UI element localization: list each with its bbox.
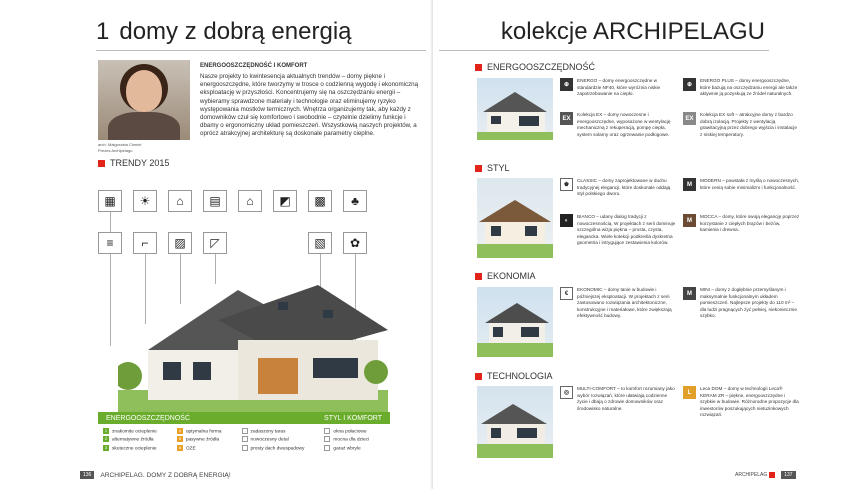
left-page <box>0 0 432 489</box>
section-ekonomia-heading: EKONOMIA <box>475 271 536 281</box>
ekonomia-house-photo <box>477 287 553 357</box>
garden-icon: ✿ <box>343 232 367 254</box>
mocca-logo-icon: M <box>683 214 696 227</box>
corner-icon: ◸ <box>203 232 227 254</box>
classic-logo-icon: ♚ <box>560 178 573 191</box>
ex-logo-icon: EX <box>560 112 573 125</box>
section-technologia-heading: TECHNOLOGIA <box>475 371 553 381</box>
window-icon: ▦ <box>98 190 122 212</box>
ex-soft-logo-icon: EX <box>683 112 696 125</box>
layers-icon: ≡ <box>98 232 122 254</box>
section-energo-heading: ENERGOOSZCZĘDNOŚĆ <box>475 62 595 72</box>
section-styl-heading: STYL <box>475 163 510 173</box>
legend-col-1: 1 znakomite ocieplenie 2 alternatywne źródła 3 skuteczne ocieplenie <box>104 428 157 451</box>
footer-left: 136 ARCHIPELAG. DOMY Z DOBRĄ ENERGIĄ! <box>80 471 231 479</box>
header-rule <box>96 50 426 51</box>
grid-icon: ▤ <box>203 190 227 212</box>
legend-col-4: okna połaciowe mocna dla dzieci garaż wbryle <box>324 428 369 453</box>
multi-comfort-logo-icon: ◎ <box>560 386 573 399</box>
intro-kicker: ENERGOOSZCZĘDNOŚĆ I KOMFORT <box>200 63 308 69</box>
legend-col-3: zadaszony taras nowoczesny detal prosty dach dwuspadowy <box>242 428 305 453</box>
right-page-title: kolekcje ARCHIPELAGU <box>500 18 765 45</box>
energo-house-photo <box>477 78 553 140</box>
sun-icon: ☀ <box>133 190 157 212</box>
legend-band: ENERGOOSZCZĘDNOŚĆ STYL I KOMFORT <box>98 412 390 424</box>
legend-col-2: 4 optymalna forma 5 pasywne źródła 6 OZE <box>178 428 222 451</box>
roof-window-icon: ◩ <box>273 190 297 212</box>
ekonomic-logo-icon: € <box>560 287 573 300</box>
tree-icon: ♣ <box>343 190 367 212</box>
photo-caption: arch. Małgorzata Chmiel Prezes Archipelagu <box>98 142 142 153</box>
energo-plus-logo-icon: ⊕ <box>683 78 696 91</box>
hatch-icon: ▨ <box>168 232 192 254</box>
right-page: kolekcje ARCHIPELAGU ENERGOOSZCZĘDNOŚĆ ⊕ ENERGO – domy energooszczędne w standardzie NF40, które wyróżnia niskie zapotrzebowanie na ciepło. ⊕ ENERGO PLUS – domy energooszczędne, które bazują na oszczędzaniu energii ale także aktywnie ją pozyskują ze źródeł naturalnych. EX Kolekcja EX – domy nowoczesne i energooszczędne, wyposażone w wentylację mechaniczną z rekuperacją, pompę ciepła, system solarny oraz ogrzewanie podłogowe. EX Kolekcja EX soft – atrakcyjne domy z bardzo dobrą izolacją. Projekty z wentylacją grawitacyjną przez dobrego wyjścia i instalacje z niskiej temperatury. STYL ♚ CLASSIC – domy zaprojektowane w duchu tradycyjnej elegancji, które doskonale oddają styl polskiego dworu. M MODERN – powstała z myślą o nowoczesnych, które cenią sobie minimalizm i funkcjonalność. ◐ BIANCO – udany dialog tradycji z nowoczesnością. W projektach z serii dominuje szczególna wizja piękna – prosta, czysta, elegancka. Wiele kolekcji podkreśla dyskretna geometria i intrygujące zestawienia kolorów. M MOCCA – domy, które swoją elegancję poprzez korzystanie z ciepłych brązów i beżów, kamienia i drewna. EKONOMIA € EKONOMIC – domy tanie w budowie i późniejszej eksploatacji. W projektach z serii zastosowano rozwiązania architektoniczne, konstrukcyjne i materiałowe, które zwiększają efektywność budowy. M MINI – domy z dogłębnie przemyślanym i maksymalnie funkcjonalnym układem pomieszczeń. Najlepsze projekty do 110 m² – dla ludzi pragnących żyć pełniej, niekoniecznie szybko. TECHNOLOGIA ◎ MULTI-COMFORT – to komfort rozumiany jako wybór rozwiązań, które ułatwiają codzienne życie i dbają o zdrowie domowników oraz środowisko naturalne. L Leca DOM – domy w technologii Leca® KERAM ZR – piękne, energooszczędne i szybkie w budowie. Różnorodne propozycje dla inwestorów poszukujących nietuzinkowych rozwiązań. ARCHIPELAG 137 <box>433 0 865 489</box>
intro-text: Nasze projekty to kwintesencja aktualnych trendów – domy piękne i energooszczędne, które tworzymy w trosce o codzienną wygodę i ekonomiczną eksploatację w przyszłości. Koncentrujemy się na oszczędzaniu energii – wybieramy sprawdzone materiały i technologie oraz eliminujemy ryzyko występowania mostków termicznych. Wnętrza organizujemy tak, aby każdy z domowników czuł się komfortowo i swobodnie – czytelnie dzielimy funkcje i dbamy o ergonomiczny układ pomieszczeń. Wszystkowią naszych projektów, a oprócz atrakcyjnej architekturę są doskonale parametry cieplne. <box>200 73 419 138</box>
stairs-icon: ⌐ <box>133 232 157 254</box>
checker-icon: ▩ <box>308 190 332 212</box>
styl-house-photo <box>477 178 553 258</box>
mini-logo-icon: M <box>683 287 696 300</box>
leca-logo-icon: L <box>683 386 696 399</box>
trendy-heading: TRENDY 2015 <box>98 158 169 168</box>
author-photo <box>98 60 190 140</box>
left-page-title: 1 domy z dobrą energią <box>96 18 352 45</box>
bianco-logo-icon: ◐ <box>560 214 573 227</box>
legend <box>103 428 369 453</box>
shade-icon: ▧ <box>308 232 332 254</box>
technologia-house-photo <box>477 386 553 458</box>
energo-logo-icon: ⊕ <box>560 78 573 91</box>
roof-icon: ⌂ <box>238 190 262 212</box>
house-outline-icon: ⌂ <box>168 190 192 212</box>
header-rule-right <box>439 50 769 51</box>
footer-right: ARCHIPELAG 137 <box>735 471 796 479</box>
house-illustration <box>118 280 388 412</box>
modern-logo-icon: M <box>683 178 696 191</box>
